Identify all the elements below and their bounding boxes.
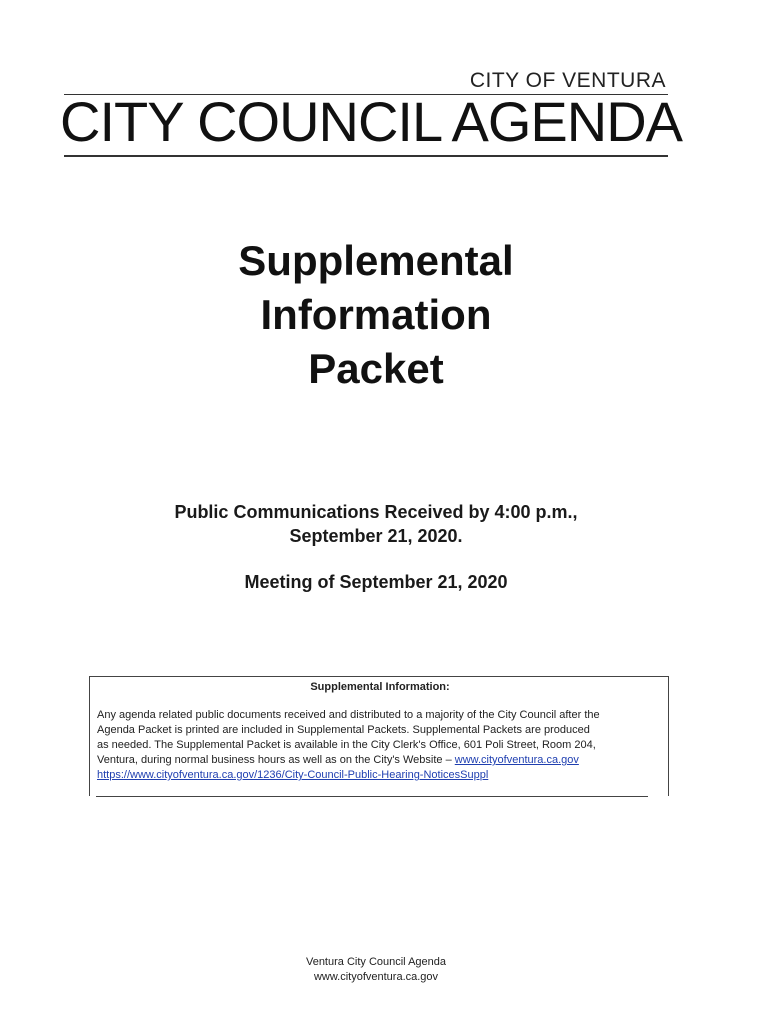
header-city-name: CITY OF VENTURA	[469, 69, 666, 92]
supplemental-line-4-text: Ventura, during normal business hours as well as on the City's Website –	[97, 754, 455, 766]
city-website-link[interactable]: www.cityofventura.ca.gov	[454, 754, 579, 766]
supplemental-line-3: as needed. The Supplemental Packet is available in the City Clerk's Office, 601 Poli Street, Room 204,	[97, 739, 596, 751]
supplemental-line-5	[97, 768, 667, 783]
supplemental-line-1: Any agenda related public documents received and distributed to a majority of the City Council after the	[97, 709, 600, 721]
packet-title-line-2: Information	[260, 291, 492, 338]
supplemental-heading: Supplemental Information:	[310, 681, 450, 693]
communications-line-2: September 21, 2020.	[289, 526, 463, 546]
packet-title-line-1: Supplemental	[238, 237, 514, 284]
supplemental-line-4	[97, 753, 667, 768]
footer-agenda-name: Ventura City Council Agenda	[305, 956, 447, 968]
supplemental-box-bottom-rule	[96, 796, 648, 797]
public-hearing-notices-link[interactable]: https://www.cityofventura.ca.gov/1236/City-Council-Public-Hearing-NoticesSuppl	[97, 769, 489, 781]
supplemental-line-2: Agenda Packet is printed are included in Supplemental Packets. Supplemental Packets are produced	[97, 724, 590, 736]
footer-website: www.cityofventura.ca.gov	[313, 971, 439, 983]
meeting-date: Meeting of September 21, 2020	[244, 572, 508, 592]
header-rule-bottom	[64, 155, 668, 157]
supplemental-body	[97, 708, 667, 783]
supplemental-info-box	[89, 676, 669, 796]
packet-title-line-3: Packet	[308, 345, 444, 392]
communications-line-1: Public Communications Received by 4:00 p.m.,	[174, 502, 578, 522]
header-agenda-title: CITY COUNCIL AGENDA	[60, 90, 683, 153]
